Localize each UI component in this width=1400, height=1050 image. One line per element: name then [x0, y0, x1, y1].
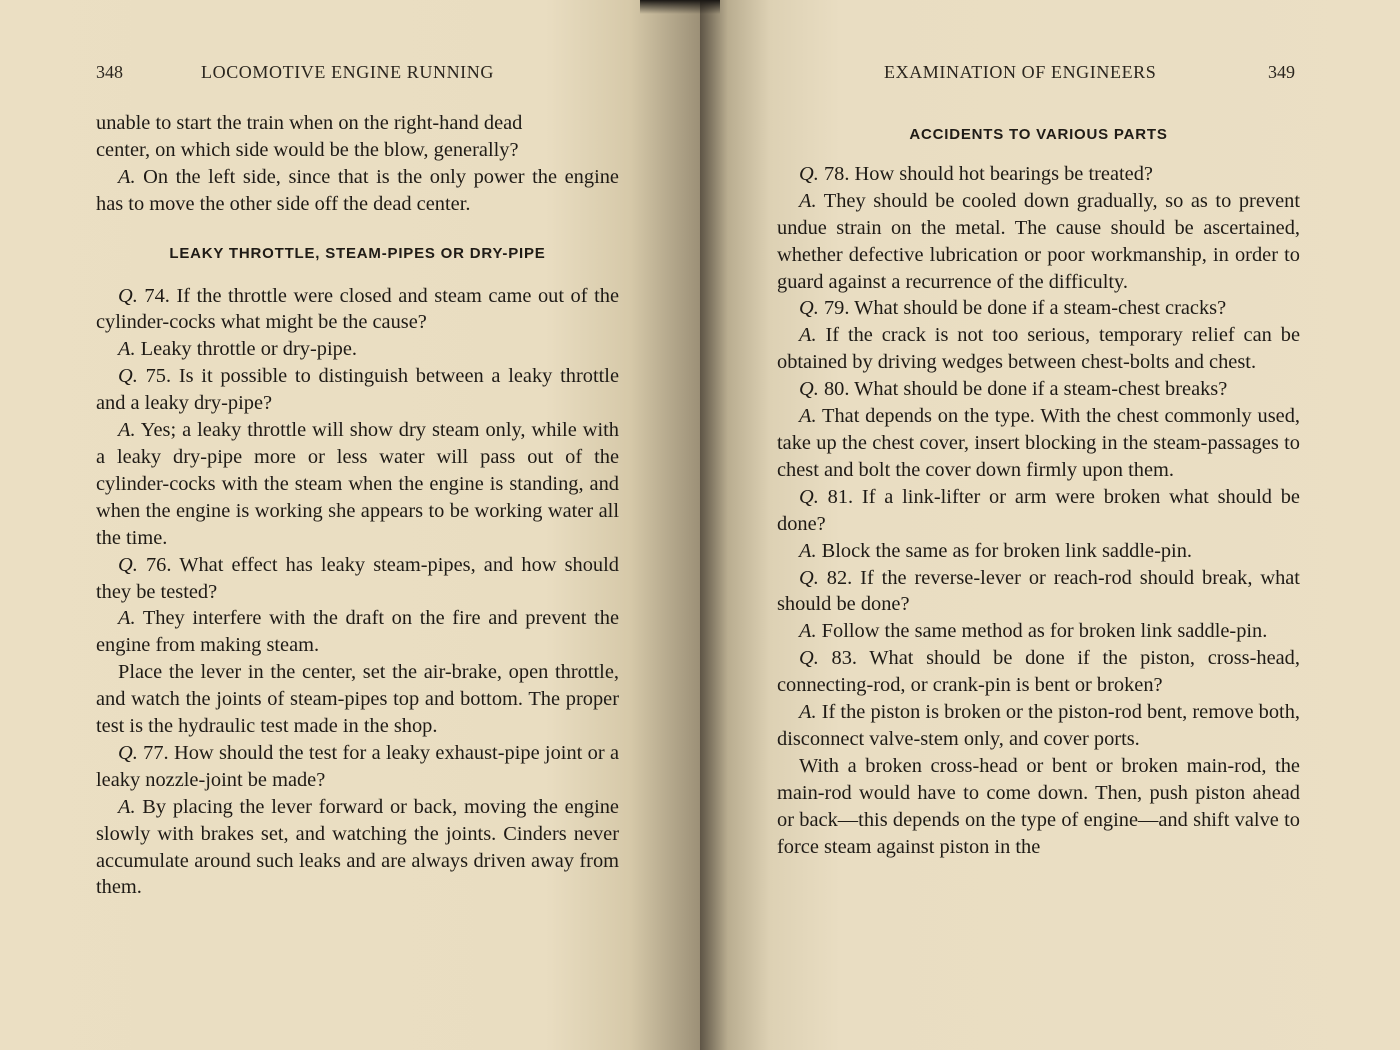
book-spine-edge: [640, 0, 720, 14]
section-title: LEAKY THROTTLE, STEAM-PIPES OR DRY-PIPE: [169, 244, 546, 262]
continued-line: center, on which side would be the blow, generally?: [96, 138, 519, 161]
answer-paragraph: A. Yes; a leaky throttle will show dry steam only, while with a leaky dry-pipe more or less water will pass out of the cylinder-cocks with the steam when the engine is standing, and when the engine is working she appears to be working water all the time.: [96, 419, 619, 549]
answer-paragraph: A. That depends on the type. With the chest commonly used, take up the chest cover, insert blocking in the steam-passages to chest and bolt the cover down firmly upon them.: [777, 405, 1300, 481]
question-paragraph: Q. 82. If the reverse-lever or reach-rod should break, what should be done?: [777, 566, 1300, 616]
answer-paragraph: A. They should be cooled down gradually, so as to prevent undue strain on the metal. The cause should be ascertained, whether defective lubrication or poor workmanship, in order to guard against a recurrence of the difficulty.: [777, 189, 1300, 293]
continued-line: unable to start the train when on the right-hand dead: [96, 112, 523, 134]
answer-paragraph: A. By placing the lever forward or back, moving the engine slowly with brakes set, and watching the joints. Cinders never accumulate around such leaks and are always driven away from them.: [96, 795, 619, 899]
question-paragraph: Q. 77. How should the test for a leaky exhaust-pipe joint or a leaky nozzle-joint be made?: [96, 741, 619, 791]
page-number: 349: [1268, 62, 1295, 82]
question-paragraph: Q. 83. What should be done if the piston, cross-head, connecting-rod, or crank-pin is bent or broken?: [777, 647, 1300, 697]
question-paragraph: Q. 76. What effect has leaky steam-pipes, and how should they be tested?: [96, 553, 619, 603]
answer-paragraph: A. If the piston is broken or the piston-rod bent, remove both, disconnect valve-stem only, and cover ports.: [777, 701, 1300, 750]
answer-paragraph: A. Follow the same method as for broken link saddle-pin.: [799, 620, 1268, 643]
left-page-body: [96, 110, 619, 901]
right-page: [700, 0, 1400, 1050]
right-page-body: [777, 122, 1300, 860]
answer-paragraph: A. Leaky throttle or dry-pipe.: [118, 338, 357, 361]
answer-paragraph: A. If the crack is not too serious, temporary relief can be obtained by driving wedges between chest-bolts and chest.: [777, 324, 1300, 374]
question-paragraph: Q. 79. What should be done if a steam-chest cracks?: [799, 297, 1227, 320]
question-paragraph: Q. 80. What should be done if a steam-chest breaks?: [799, 378, 1228, 401]
answer-paragraph: A. They interfere with the draft on the fire and prevent the engine from making steam.: [96, 607, 619, 657]
running-head: EXAMINATION OF ENGINEERS: [884, 62, 1157, 82]
page-number: 348: [96, 62, 123, 82]
answer-paragraph: A. On the left side, since that is the only power the engine has to move the other side off the dead center.: [96, 165, 619, 215]
section-title: ACCIDENTS TO VARIOUS PARTS: [909, 126, 1168, 143]
question-paragraph: Q. 75. Is it possible to distinguish between a leaky throttle and a leaky dry-pipe?: [96, 365, 620, 415]
answer-paragraph: A. Block the same as for broken link saddle-pin.: [799, 539, 1193, 562]
question-paragraph: Q. 74. If the throttle were closed and steam came out of the cylinder-cocks what might be the cause?: [96, 284, 619, 334]
question-paragraph: Q. 78. How should hot bearings be treated?: [799, 162, 1153, 185]
answer-paragraph: Place the lever in the center, set the air-brake, open throttle, and watch the joints of steam-pipes top and bottom. The proper test is the hydraulic test made in the shop.: [96, 661, 619, 738]
question-paragraph: Q. 81. If a link-lifter or arm were broken what should be done?: [777, 485, 1300, 535]
running-head: LOCOMOTIVE ENGINE RUNNING: [201, 62, 494, 82]
answer-paragraph: With a broken cross-head or bent or broken main-rod, the main-rod would have to come down. Then, push piston ahead or back—this depends on the type of engine—and shift valve to force steam against piston in the: [777, 754, 1300, 858]
